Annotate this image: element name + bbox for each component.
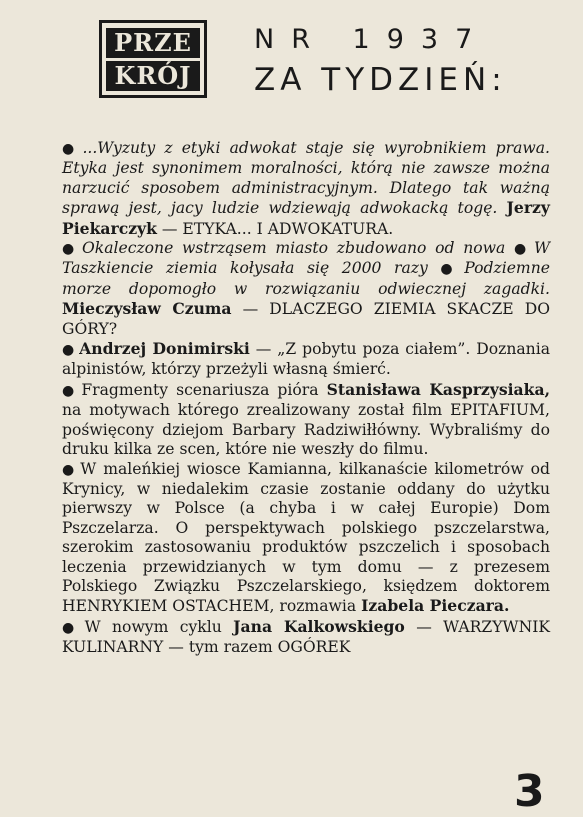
list-item: ● ...Wyzuty z etyki adwokat staje się wyrobnikiem prawa. Etyka jest synonimem moralności, którą nie zawsze można narzucić sposobem administracyjnym. Dlatego tak ważną sprawą jest, jacy ludzie wdziewają adwokacką togę. Jerzy Piekarczyk — ETYKA... I ADWOKATURA. — [62, 139, 550, 238]
article-title: — ETYKA... I ADWOKATURA. — [156, 219, 394, 238]
bullet-icon: ● — [440, 261, 461, 278]
logo-line-2: KRÓJ — [106, 61, 200, 91]
bullet-icon: ● — [62, 342, 76, 359]
page-number: 3 — [514, 766, 545, 817]
author-name: Stanisława Kasprzysiaka, — [326, 379, 550, 399]
list-item: ● Andrzej Donimirski — „Z pobytu poza ciałem”. Doznania alpinistów, którzy przeżyli własną śmierć. — [62, 339, 550, 379]
bullet-icon: ● — [62, 241, 78, 258]
contents-list — [62, 139, 550, 658]
author-name: Mieczysław Czuma — [62, 299, 232, 319]
bullet-icon: ● — [62, 619, 81, 636]
bullet-icon: ● — [62, 461, 77, 478]
article-title: — DLACZEGO ZIEMIA SKACZE DO GÓRY? — [62, 300, 550, 338]
issue-number: NR 1937 — [254, 24, 490, 55]
list-item: ● W nowym cyklu Jana Kalkowskiego — WARZYWNIK KULINARNY — tym razem OGÓREK — [62, 616, 551, 657]
author-name: Jerzy Piekarczyk — [62, 198, 550, 238]
section-title: ZA TYDZIEŃ: — [254, 62, 507, 98]
bullet-icon: ● — [62, 141, 79, 157]
author-name: Izabela Pieczara. — [361, 596, 510, 616]
author-name: Jana Kalkowskiego — [233, 616, 405, 636]
logo-line-1: PRZE — [106, 28, 200, 58]
bullet-icon: ● — [62, 382, 78, 399]
list-item: ● W maleńkiej wiosce Kamianna, kilkanaście kilometrów od Krynicy, w niedalekim czasie zostanie oddany do użytku pierwszy w Polsce (a chyba i w całej Europie) Dom Pszczelarza. O perspektywach polskiego pszczelarstwa, szerokim zastosowaniu produktów pszczelich i sposobach leczenia przewidzianych w tym domu — z prezesem Polskiego Związku Pszczelarskiego, księdzem doktorem HENRYKIEM OSTACHEM, rozmawia Izabela Pieczara. — [62, 459, 550, 616]
bullet-icon: ● — [514, 241, 530, 258]
author-name: Andrzej Donimirski — [79, 339, 250, 359]
przekroj-logo — [99, 20, 207, 98]
list-item: ● Okaleczone wstrząsem miasto zbudowano od nowa ● W Taszkiencie ziemia kołysała się 2000 razy ● Podziemne morze dopomogło w rozwiązaniu odwiecznej zagadki. Mieczysław Czuma — DLACZEGO ZIEMIA SKACZE DO GÓRY? — [62, 239, 550, 338]
list-item: ● Fragmenty scenariusza pióra Stanisława Kasprzysiaka, na motywach którego zrealizowany został film EPITAFIUM, poświęcony dziejom Barbary Radziwiłłówny. Wybraliśmy do druku kilka ze scen, które nie weszły do filmu. — [62, 379, 550, 459]
